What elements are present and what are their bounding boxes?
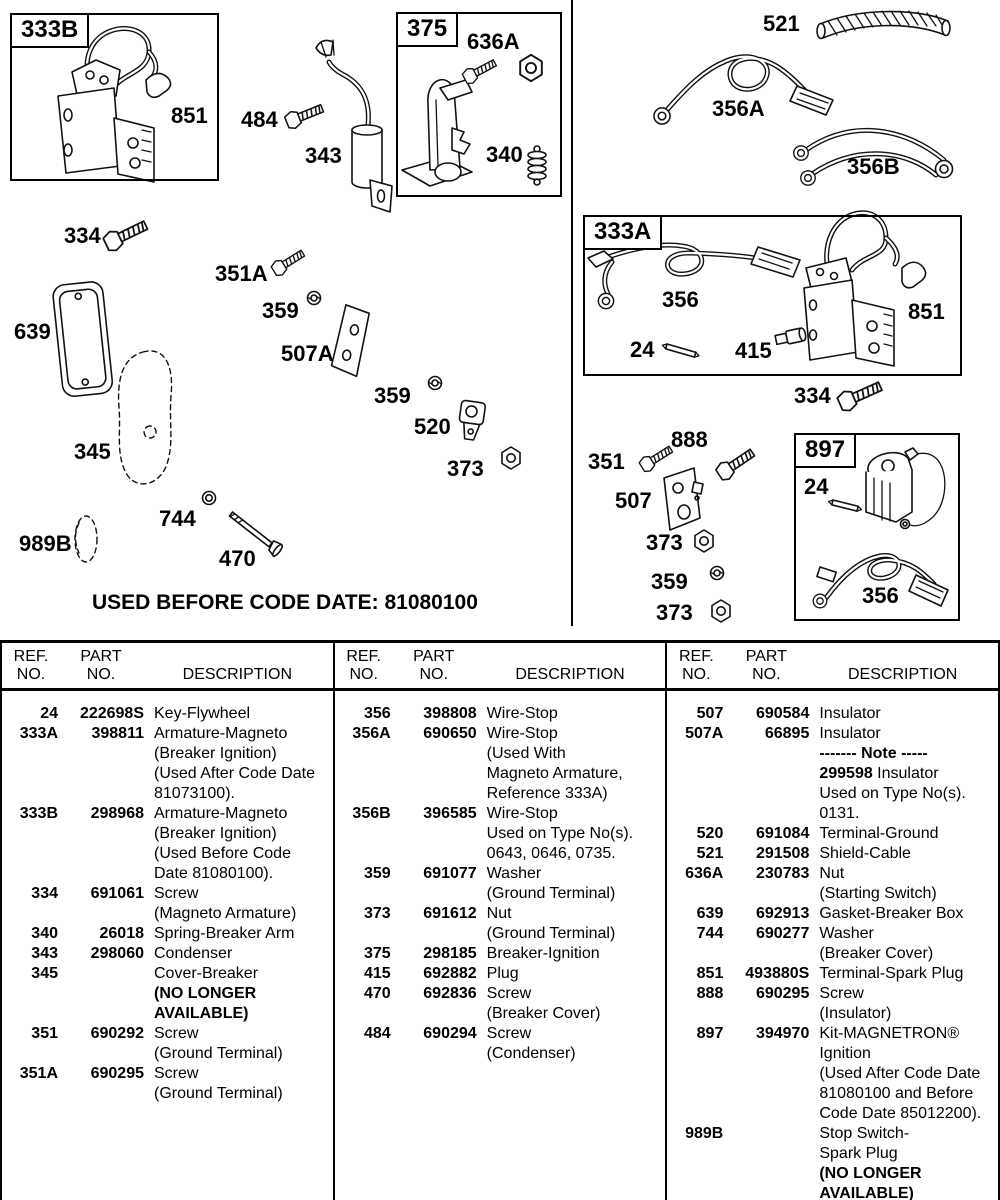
ref-no-cell: 351A <box>19 1065 58 1082</box>
description-cell <box>144 944 333 964</box>
table-row <box>335 944 666 964</box>
terminal-520-drawing <box>457 400 486 441</box>
washer-359-upper-drawing <box>308 292 321 305</box>
screw-334-right-drawing <box>836 377 884 413</box>
description-line: Terminal-Ground <box>819 825 939 842</box>
part-no-cell: 398811 <box>91 725 144 742</box>
table-header <box>2 643 333 691</box>
nut-373-right2-drawing <box>712 600 730 622</box>
description-line: ------- Note ----- <box>819 745 928 762</box>
table-row <box>667 1024 998 1124</box>
description-cell <box>477 704 666 724</box>
description-line: 81073100). <box>154 785 235 802</box>
part-label-373-mid: 373 <box>447 456 484 481</box>
description-line: Screw <box>154 1065 199 1082</box>
part-label-744: 744 <box>159 506 196 531</box>
part-no-cell: 692836 <box>423 985 477 1002</box>
description-cell <box>477 724 666 804</box>
ref-no-cell: 520 <box>696 825 724 842</box>
part-no-header: PART NO. <box>80 648 122 683</box>
table-row <box>335 904 666 944</box>
description-line: (Breaker Cover) <box>486 1005 601 1022</box>
ref-no-cell: 639 <box>696 905 724 922</box>
part-no-cell: 690295 <box>755 985 810 1002</box>
shield-cable-521-drawing <box>817 11 950 39</box>
description-cell <box>477 944 666 964</box>
description-line: Shield-Cable <box>819 845 911 862</box>
table-row <box>2 1064 333 1104</box>
description-line: Armature-Magneto <box>154 725 288 742</box>
description-line: Condenser <box>154 945 233 962</box>
description-line: Spark Plug <box>819 1145 898 1162</box>
description-line: (Used After Code Date <box>819 1065 981 1082</box>
description-line: Plug <box>486 965 519 982</box>
part-no-cell: 298968 <box>90 805 144 822</box>
description-line: (NO LONGER <box>154 985 257 1002</box>
table-row <box>667 704 998 724</box>
description-line: (Insulator) <box>819 1005 892 1022</box>
part-no-cell: 692882 <box>423 965 477 982</box>
table-row <box>667 964 998 984</box>
ref-no-cell: 989B <box>685 1125 724 1142</box>
ref-no-cell: 24 <box>40 705 58 722</box>
ref-no-cell: 356A <box>352 725 391 742</box>
ref-no-cell: 470 <box>363 985 391 1002</box>
description-cell <box>477 864 666 904</box>
description-cell <box>809 924 998 964</box>
part-label-359-mid: 359 <box>374 383 411 408</box>
part-label-851-333a: 851 <box>908 299 945 324</box>
part-label-521: 521 <box>763 11 800 36</box>
part-no-cell: 690292 <box>90 1025 144 1042</box>
description-cell <box>809 964 998 984</box>
description-cell <box>477 1024 666 1064</box>
ref-no-cell: 359 <box>363 865 391 882</box>
part-no-cell: 298185 <box>423 945 477 962</box>
description-line: Nut <box>819 865 845 882</box>
part-no-header: PART NO. <box>745 648 787 683</box>
description-line: Nut <box>486 905 512 922</box>
description-line: Date 81080100). <box>154 865 274 882</box>
part-no-cell: 691061 <box>90 885 144 902</box>
table-row <box>2 704 333 724</box>
part-label-359-right: 359 <box>651 569 688 594</box>
description-line: (Ground Terminal) <box>154 1085 283 1102</box>
description-line: Wire-Stop <box>486 805 558 822</box>
table-row <box>667 984 998 1024</box>
gasket-639-drawing <box>52 281 113 398</box>
ref-no-cell: 333B <box>19 805 58 822</box>
part-no-cell: 396585 <box>423 805 477 822</box>
description-cell <box>809 724 998 824</box>
part-no-cell: 690584 <box>755 705 810 722</box>
part-label-507a: 507A <box>281 341 334 366</box>
description-cell <box>809 984 998 1024</box>
screw-334-left-drawing <box>102 216 150 253</box>
ref-no-cell: 521 <box>696 845 724 862</box>
description-line: AVAILABLE) <box>154 1005 249 1022</box>
part-label-639: 639 <box>14 319 51 344</box>
description-cell <box>144 804 333 884</box>
description-cell <box>477 984 666 1024</box>
ref-no-cell: 897 <box>696 1025 724 1042</box>
part-label-415: 415 <box>735 338 772 363</box>
description-cell <box>809 844 998 864</box>
description-line: (Magneto Armature) <box>154 905 297 922</box>
description-cell <box>144 884 333 924</box>
part-no-cell <box>58 964 144 1024</box>
table-header <box>667 643 998 691</box>
part-label-340: 340 <box>486 142 523 167</box>
insulator-507a-drawing <box>331 304 370 377</box>
description-line: Key-Flywheel <box>154 705 251 722</box>
ref-no-header: REF. NO. <box>13 648 49 683</box>
part-no-cell: 230783 <box>755 865 810 882</box>
part-no-cell: 66895 <box>764 725 810 742</box>
part-no-cell: 26018 <box>99 925 144 942</box>
description-cell <box>477 804 666 864</box>
table-row <box>335 804 666 864</box>
description-line: Screw <box>486 985 532 1002</box>
part-no-cell: 222698S <box>79 705 144 722</box>
ref-no-cell: 343 <box>31 945 58 962</box>
description-line: (Ground Terminal) <box>486 925 616 942</box>
table-row <box>667 904 998 924</box>
ref-no-cell: 507A <box>685 725 724 742</box>
part-label-24-333a: 24 <box>630 337 655 362</box>
table-row <box>2 924 333 944</box>
description-header: DESCRIPTION <box>182 666 292 683</box>
part-no-cell <box>723 1124 809 1200</box>
part-label-334-left: 334 <box>64 223 101 248</box>
stop-switch-989b-drawing <box>75 516 97 562</box>
part-label-334-right: 334 <box>794 383 831 408</box>
ref-no-cell: 345 <box>31 965 58 982</box>
description-line: Cover-Breaker <box>154 965 259 982</box>
part-label-343: 343 <box>305 143 342 168</box>
part-label-484: 484 <box>241 107 278 132</box>
description-line: (Breaker Cover) <box>819 945 934 962</box>
description-line: Used on Type No(s). <box>819 785 966 802</box>
table-row <box>667 1124 998 1200</box>
description-cell <box>809 864 998 904</box>
description-line: Reference 333A) <box>486 785 608 802</box>
description-line: Armature-Magneto <box>154 805 288 822</box>
description-line: Washer <box>486 865 542 882</box>
description-line: 0131. <box>819 805 860 822</box>
part-label-373-right2: 373 <box>656 600 693 625</box>
description-line: AVAILABLE) <box>819 1185 914 1200</box>
description-cell <box>144 1024 333 1064</box>
table-row <box>667 824 998 844</box>
table-body <box>2 691 333 1104</box>
ref-no-cell: 334 <box>31 885 58 902</box>
part-label-520: 520 <box>414 414 451 439</box>
description-line: Spring-Breaker Arm <box>154 925 295 942</box>
part-no-cell: 691612 <box>423 905 477 922</box>
ref-no-cell: 636A <box>685 865 724 882</box>
ref-no-cell: 484 <box>363 1025 391 1042</box>
table-header <box>335 643 666 691</box>
description-cell <box>477 904 666 944</box>
description-line: Washer <box>819 925 874 942</box>
ref-no-cell: 373 <box>363 905 391 922</box>
part-no-header: PART NO. <box>413 648 455 683</box>
part-label-470: 470 <box>219 546 256 571</box>
description-cell <box>809 824 998 844</box>
part-no-cell: 690650 <box>423 725 477 742</box>
table-row <box>2 964 333 1024</box>
description-cell <box>809 904 998 924</box>
part-no-cell: 493880S <box>745 965 810 982</box>
screw-351-drawing <box>638 443 675 474</box>
screw-888-drawing <box>714 445 757 482</box>
part-label-356-333a: 356 <box>662 287 699 312</box>
washer-744-drawing <box>203 492 216 505</box>
description-cell <box>144 704 333 724</box>
ref-no-cell: 333A <box>19 725 58 742</box>
description-line: 299598 Insulator <box>819 765 939 782</box>
description-line: Wire-Stop <box>486 705 558 722</box>
description-line: (Breaker Ignition) <box>154 825 277 842</box>
table-row <box>2 804 333 884</box>
description-line: (Ground Terminal) <box>486 885 616 902</box>
ref-no-cell: 340 <box>31 925 58 942</box>
ref-no-cell: 356B <box>352 805 391 822</box>
table-row <box>667 924 998 964</box>
table-row <box>335 864 666 904</box>
ref-no-cell: 507 <box>696 705 724 722</box>
screw-351a-drawing <box>270 247 307 278</box>
parts-table-column-1 <box>2 643 335 1200</box>
table-row <box>2 884 333 924</box>
callout-box-333b <box>10 13 219 181</box>
part-no-cell: 394970 <box>755 1025 810 1042</box>
table-row <box>335 1024 666 1064</box>
ref-no-cell: 351 <box>31 1025 58 1042</box>
ref-no-cell: 356 <box>363 705 391 722</box>
description-line: Breaker-Ignition <box>486 945 600 962</box>
description-line: (Used Before Code <box>154 845 291 862</box>
description-cell <box>809 1124 998 1200</box>
table-body <box>335 691 666 1064</box>
callout-box-333a-label: 333A <box>583 215 662 250</box>
part-label-345: 345 <box>74 439 111 464</box>
description-line: Screw <box>819 985 864 1002</box>
ref-no-cell: 375 <box>363 945 391 962</box>
description-line: (Condenser) <box>486 1045 576 1062</box>
parts-table-column-2 <box>335 643 668 1200</box>
nut-373-right1-drawing <box>695 530 713 552</box>
table-row <box>2 944 333 964</box>
description-line: (Used With <box>486 745 566 762</box>
screw-484-drawing <box>284 100 326 130</box>
ref-no-cell: 888 <box>696 985 724 1002</box>
part-label-351: 351 <box>588 449 625 474</box>
description-line: Screw <box>154 1025 199 1042</box>
table-row <box>2 724 333 804</box>
part-no-cell: 291508 <box>755 845 810 862</box>
part-label-24-897: 24 <box>804 474 829 499</box>
description-header: DESCRIPTION <box>515 666 625 683</box>
description-line: 81080100 and Before <box>819 1085 974 1102</box>
description-cell <box>477 964 666 984</box>
part-label-356-897: 356 <box>862 583 899 608</box>
table-body <box>667 691 998 1200</box>
part-label-359-upper: 359 <box>262 298 299 323</box>
table-row <box>667 724 998 824</box>
part-no-cell: 690295 <box>90 1065 144 1082</box>
part-label-356a: 356A <box>712 96 765 121</box>
description-line: Magneto Armature, <box>486 765 623 782</box>
callout-box-897-label: 897 <box>794 433 856 468</box>
table-row <box>335 724 666 804</box>
ref-no-cell: 851 <box>696 965 724 982</box>
description-line: (Used After Code Date <box>154 765 315 782</box>
description-line: Wire-Stop <box>486 725 558 742</box>
part-no-cell: 298060 <box>90 945 144 962</box>
part-no-cell: 691084 <box>755 825 810 842</box>
description-line: Stop Switch- <box>819 1125 910 1142</box>
insulator-507-drawing <box>664 468 703 530</box>
part-label-636a: 636A <box>467 29 520 54</box>
description-line: Gasket-Breaker Box <box>819 905 964 922</box>
part-label-507: 507 <box>615 488 652 513</box>
description-line: Insulator <box>819 705 881 722</box>
description-line: (Breaker Ignition) <box>154 745 277 762</box>
description-header: DESCRIPTION <box>848 666 958 683</box>
description-line: (Starting Switch) <box>819 885 937 902</box>
diagram-divider <box>571 0 573 626</box>
table-row <box>667 844 998 864</box>
ref-no-header: REF. NO. <box>346 648 381 683</box>
ref-no-cell: 415 <box>363 965 391 982</box>
part-label-373-right1: 373 <box>646 530 683 555</box>
table-row <box>667 864 998 904</box>
description-cell <box>144 924 333 944</box>
description-cell <box>144 964 333 1024</box>
washer-359-right-drawing <box>711 567 724 580</box>
description-cell <box>809 1024 998 1124</box>
code-date-caption: USED BEFORE CODE DATE: 81080100 <box>92 591 478 614</box>
description-line: Screw <box>154 885 199 902</box>
description-cell <box>144 724 333 804</box>
part-no-cell: 691077 <box>423 865 477 882</box>
description-line: Insulator <box>819 725 881 742</box>
description-line: Terminal-Spark Plug <box>819 965 964 982</box>
condenser-343-drawing <box>316 40 392 212</box>
description-line: Screw <box>486 1025 532 1042</box>
part-no-cell: 690294 <box>423 1025 477 1042</box>
callout-box-333b-label: 333B <box>10 13 89 48</box>
ref-no-cell: 744 <box>696 925 724 942</box>
table-row <box>335 964 666 984</box>
part-no-cell: 398808 <box>423 705 477 722</box>
part-label-888: 888 <box>671 427 708 452</box>
description-line: 0643, 0646, 0735. <box>486 845 616 862</box>
part-label-356b: 356B <box>847 154 900 179</box>
parts-table <box>0 640 1000 1200</box>
table-row <box>2 1024 333 1064</box>
description-line: Used on Type No(s). <box>486 825 634 842</box>
description-line: Kit-MAGNETRON® <box>819 1025 960 1042</box>
description-line: Code Date 85012200). <box>819 1105 982 1122</box>
ref-no-header: REF. NO. <box>679 648 714 683</box>
description-line: (NO LONGER <box>819 1165 922 1182</box>
description-line: (Ground Terminal) <box>154 1045 283 1062</box>
part-no-cell: 690277 <box>755 925 810 942</box>
parts-table-column-3 <box>667 643 998 1200</box>
table-row <box>335 984 666 1024</box>
callout-box-375-label: 375 <box>396 12 458 47</box>
table-row <box>335 704 666 724</box>
part-label-851-top: 851 <box>171 103 208 128</box>
part-label-989b: 989B <box>19 531 72 556</box>
part-label-351a: 351A <box>215 261 268 286</box>
nut-373-mid-drawing <box>502 447 520 469</box>
description-line: Ignition <box>819 1045 871 1062</box>
cover-345-drawing <box>119 351 172 484</box>
washer-359-mid-drawing <box>429 377 442 390</box>
part-no-cell: 692913 <box>755 905 810 922</box>
description-cell <box>809 704 998 724</box>
description-cell <box>144 1064 333 1104</box>
